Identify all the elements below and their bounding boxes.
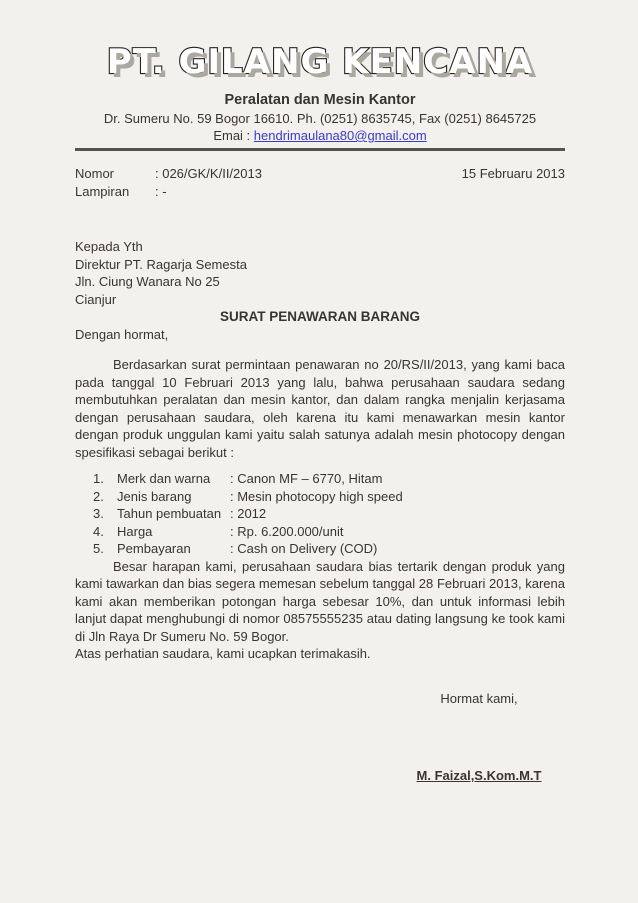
list-item <box>93 505 565 523</box>
lampiran-label: Lampiran <box>75 183 130 199</box>
list-item <box>93 523 565 541</box>
letter-subject: SURAT PENAWARAN BARANG <box>219 309 420 324</box>
nomor-value: : 026/GK/K/II/2013 <box>155 166 262 181</box>
signature-salutation: Hormat kami, <box>440 690 518 706</box>
item-value: : Cash on Delivery (COD) <box>230 541 378 556</box>
item-label: Harga <box>117 523 153 539</box>
recipient-line: Jln. Ciung Wanara No 25 <box>75 274 220 289</box>
item-value: : Rp. 6.200.000/unit <box>230 523 344 539</box>
item-label: Jenis barang <box>117 488 192 504</box>
email-label: Emai : <box>213 128 254 143</box>
item-value: : 2012 <box>230 506 267 521</box>
signature-name: M. Faizal,S.Kom.M.T <box>416 768 542 783</box>
list-item <box>93 488 565 506</box>
list-item <box>93 540 565 558</box>
item-number: 5. <box>93 541 104 556</box>
item-value: : Canon MF – 6770, Hitam <box>230 471 383 486</box>
recipient-line: Cianjur <box>75 291 117 307</box>
nomor-label: Nomor <box>75 166 115 181</box>
item-label: Pembayaran <box>117 541 191 556</box>
item-number: 1. <box>93 471 104 486</box>
letterhead <box>75 42 565 144</box>
nomor-row <box>75 165 565 183</box>
recipient-block <box>75 238 565 308</box>
email-link[interactable]: hendrimaulana80@gmail.com <box>253 128 427 143</box>
list-item <box>93 470 565 488</box>
company-email-line <box>75 127 565 144</box>
body-paragraph-2: Besar harapan kami, perusahaan saudara bias tertarik dengan produk yang kami tawarkan dan bias segera memesan sebelum tanggal 28 Februari 2013, karena kami akan memberikan potongan harga sebesar 10%, dan untuk informasi lebih lanjut dapat menghubungi di nomor 08575555235 atau dating langsung ke took kami di Jln Raya Dr Sumeru No. 59 Bogor. <box>75 558 565 644</box>
lampiran-value: : - <box>155 183 167 199</box>
item-label: Merk dan warna <box>117 471 211 486</box>
closing-line: Atas perhatian saudara, kami ucapkan terimakasih. <box>75 646 371 661</box>
letter-date: 15 Februaru 2013 <box>461 166 565 181</box>
company-name: PT. GILANG KENCANA <box>106 42 534 82</box>
item-number: 4. <box>93 523 104 539</box>
header-divider <box>75 148 565 151</box>
company-tagline: Peralatan dan Mesin Kantor <box>224 92 416 108</box>
item-value: : Mesin photocopy high speed <box>230 488 403 504</box>
salutation: Dengan hormat, <box>75 326 169 342</box>
item-label: Tahun pembuatan <box>117 506 222 521</box>
recipient-line: Direktur PT. Ragarja Semesta <box>75 256 247 272</box>
signature-block <box>386 690 572 785</box>
letter-meta <box>75 165 565 200</box>
item-number: 3. <box>93 506 104 521</box>
recipient-line: Kepada Yth <box>75 239 143 254</box>
company-address: Dr. Sumeru No. 59 Bogor 16610. Ph. (0251) 8635745, Fax (0251) 8645725 <box>103 111 537 126</box>
lampiran-row <box>75 183 565 201</box>
body-paragraph-1: Berdasarkan surat permintaan penawaran no 20/RS/II/2013, yang kami baca pada tanggal 10 Februari 2013 yang lalu, bahwa perusahaan saudara sedang membutuhkan peralatan dan mesin kantor, dan dalam rangka menjalin kerjasama dengan perusahaan saudara, oleh karena itu kami menawarkan mesin kantor dengan produk unggulan kami yaitu salah satunya adalah mesin photocopy dengan spesifikasi sebagai berikut : <box>75 357 565 460</box>
item-number: 2. <box>93 488 104 504</box>
spec-list <box>75 470 565 558</box>
